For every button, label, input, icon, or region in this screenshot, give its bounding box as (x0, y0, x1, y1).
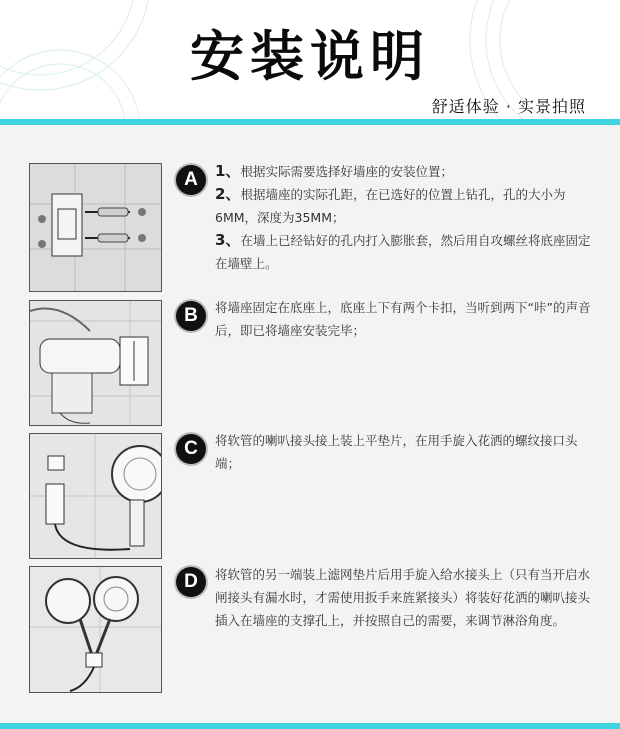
step-c-text: 将软管的喇叭接头接上装上平垫片，在用手旋入花洒的螺纹接口头端； (215, 433, 578, 471)
step-a-num-3: 3、 (215, 231, 241, 249)
step-a-num-1: 1、 (215, 162, 241, 180)
step-badge-d: D (176, 567, 206, 597)
step-d-text: 将软管的另一端装上滤网垫片后用手旋入给水接头上（只有当开启水闸接头有漏水时，才需使用扳手来旌紧接头）将装好花洒的喇叭接头插入在墙座的支撑孔上，并按照自己的需要，来调节淋浴角度。 (215, 567, 591, 628)
step-b-text: 将墙座固定在底座上，底座上下有两个卡扣，当听到两下“咔”的声音后，即已将墙座安装完毕； (215, 300, 591, 338)
step-badge-b: B (176, 301, 206, 331)
step-a-num-2: 2、 (215, 185, 241, 203)
footer-accent-bar (0, 723, 620, 729)
step-badge-a: A (176, 165, 206, 195)
header (0, 0, 620, 122)
step-a-line-3: 在墙上已经钻好的孔内打入膨胀套，然后用自攻螺丝将底座固定在墙壁上。 (215, 233, 591, 271)
page-title: 安装说明 (190, 25, 430, 88)
step-a-line-1: 根据实际需要选择好墙座的安装位置； (240, 164, 453, 179)
page-subtitle: 舒适体验 · 实景拍照 (431, 97, 586, 116)
shower-angle-adjust-icon (29, 566, 162, 693)
step-badge-c: C (176, 434, 206, 464)
wall-anchor-screws-icon (29, 163, 162, 292)
step-a-line-2: 根据墙座的实际孔距，在已选好的位置上钻孔，孔的大小为6MM，深度为35MM； (215, 187, 566, 225)
wall-bracket-clip-icon (29, 300, 162, 426)
step-a-text (215, 160, 600, 275)
shower-head-hose-icon (29, 433, 162, 559)
